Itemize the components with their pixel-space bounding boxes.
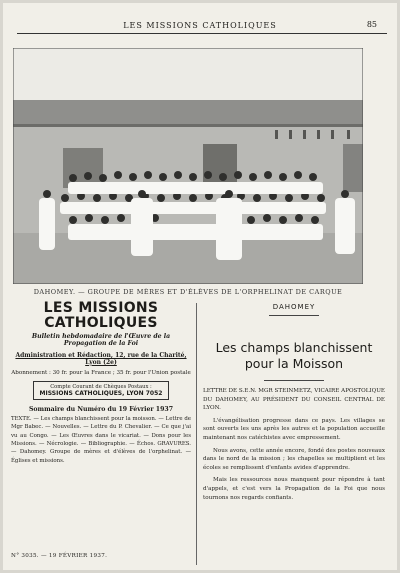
issue-footer: N° 3035. — 19 FÉVRIER 1937. <box>11 553 108 559</box>
column-divider <box>196 303 197 565</box>
postal-account-number: MISSIONS CATHOLIQUES, LYON 7052 <box>39 389 163 397</box>
administration-line <box>11 352 191 366</box>
article-paragraph: Nous avons, cette année encore, fondé des postes nouveaux dans le nord de la mission ; les chapelles se multiplient et les écoles se remplissent d'enfants avides d'apprendre. <box>203 447 385 471</box>
article-lead: LETTRE DE S.E.N. MGR STEINMETZ, VICAIRE APOSTOLIQUE DU DAHOMEY, AU PRÉSIDENT DU CONSEIL CENTRAL DE LYON. <box>203 388 385 412</box>
masthead-title: LES MISSIONS CATHOLIQUES <box>43 300 159 332</box>
summary-text: TEXTE. — Les champs blanchissent pour la moisson. — Lettre de Mgr Babec. — Nouvelles. — Lettre du P. Chevalier. — Ce que j'ai vu au Congo. — Les Œuvres dans le vicariat. — Dons pour les Missions. — Nécrologie. — Bibliographie. — Échos. GRAVURES. — Dahomey. Groupe de mères et d'élèves de l'orphelinat. — Églises et missions. <box>11 415 191 464</box>
article-headline: Les champs blanchissent pour la Moisson <box>215 340 373 371</box>
postal-account-box <box>33 381 169 400</box>
running-head: LES MISSIONS CATHOLIQUES <box>123 21 277 30</box>
header-rule <box>17 33 387 34</box>
page-number: 85 <box>366 20 377 29</box>
article-paragraph: L'évangélisation progresse dans ce pays. Les villages se sont ouverts les uns après les autres et la population accueille maintenant nos catéchistes avec empressement. <box>203 417 385 441</box>
masthead-subtitle: Bulletin hebdomadaire de l'Œuvre de la Propagation de la Foi <box>31 332 171 347</box>
left-column <box>11 301 191 465</box>
administration-text: Administration et Rédaction, 12, rue de la Charité, Lyon (2e) <box>15 351 187 366</box>
postal-account-label: Compte Courant de Chèques Postaux : <box>50 383 152 390</box>
section-rule <box>269 315 319 316</box>
headline-rule <box>264 380 324 381</box>
summary-title: Sommaire du Numéro du 19 Février 1937 <box>28 405 174 413</box>
group-photo <box>13 48 363 284</box>
subscription-line: Abonnement : 30 fr. pour la France ; 35 fr. pour l'Union postale <box>11 369 191 376</box>
article-column <box>203 303 385 502</box>
section-label: DAHOMEY <box>272 303 316 311</box>
article-paragraph: Mais les ressources nous manquent pour répondre à tant d'appels, et c'est vers la Propagation de la Foi que nous tournons nos regards confiants. <box>203 477 385 501</box>
magazine-page <box>3 3 397 570</box>
photo-caption: DAHOMEY. — GROUPE DE MÈRES ET D'ÉLÈVES DE L'ORPHELINAT DE CARQUE <box>33 288 343 296</box>
